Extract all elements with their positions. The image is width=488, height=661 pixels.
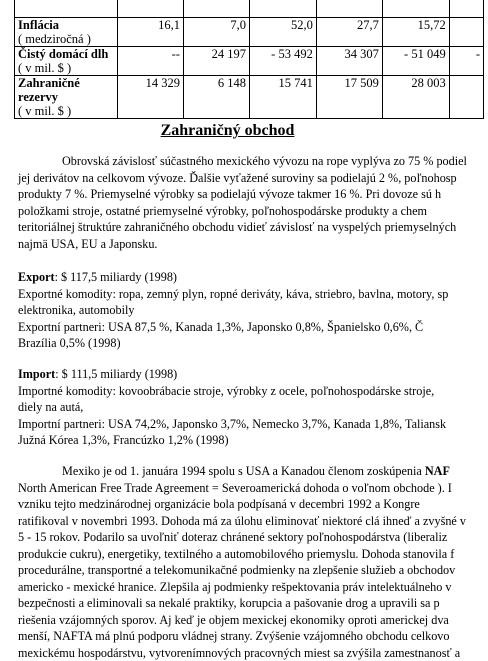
paragraph-line: americko - mexické hranice. Zlepšila aj podmienky rešpektovania práv intelektuálneho v <box>18 579 488 596</box>
row-label: Zahraničné rezervy <box>18 76 114 104</box>
value-cell: - <box>449 47 483 76</box>
value-cell: - 53 492 <box>250 47 317 76</box>
nafta-paragraph <box>18 463 488 661</box>
value-cell: 16,1 <box>117 18 183 47</box>
row-label-cell <box>15 76 118 119</box>
import-line: Importné komodity: kovoobrábacie stroje, výrobky z ocele, poľnohospodárske stroje, <box>18 383 488 400</box>
value-cell: 34 307 <box>316 47 382 76</box>
value-cell <box>449 0 483 18</box>
value-cell: 15 741 <box>250 76 317 119</box>
value-cell: 6 148 <box>183 76 249 119</box>
section-title: Zahraničný obchod <box>0 122 455 140</box>
value-cell: 17 509 <box>316 76 382 119</box>
paragraph-line: najmä USA, EU a Japonsku. <box>18 236 488 253</box>
value-cell: 27,7 <box>316 18 382 47</box>
value-cell <box>250 0 317 18</box>
paragraph-line: produkty 7 %. Priemyselné výrobky sa podielajú vývoze takmer 16 %. Pri dovoze sú h <box>18 186 488 203</box>
import-block <box>18 366 488 449</box>
row-unit: ( v mil. $ ) <box>18 61 114 75</box>
import-value: : $ 111,5 miliardy (1998) <box>55 367 177 381</box>
paragraph-line: vzniku tejto medzinárodnej organizácie bola podpísaná v decembri 1992 a Kongre <box>18 496 488 513</box>
row-label-cell <box>15 18 118 47</box>
value-cell: 24 197 <box>183 47 249 76</box>
value-cell: 7,0 <box>183 18 249 47</box>
value-cell <box>449 18 483 47</box>
row-label-cell <box>15 47 118 76</box>
table-row <box>15 18 484 47</box>
paragraph-line: bezpečnosti a eliminovali sa nekalé praktiky, korupcia a pašovanie drog a upravili sa p <box>18 595 488 612</box>
row-label-cell <box>15 0 118 18</box>
export-headline <box>18 269 488 286</box>
value-cell: - 51 049 <box>382 47 449 76</box>
paragraph-line: mexickému hospodárstvu, vytvorenímnových pracovných miest sa zvýšila zamestnanosť a <box>18 645 488 661</box>
paragraph-line: procedurálne, transportné a telekomunikačné podmienky na zlepšenie služieb a obchodov <box>18 562 488 579</box>
value-cell: 14 329 <box>117 76 183 119</box>
paragraph-line: 5 - 15 rokov. Podarilo sa uvoľniť doteraz chránené sektory poľnohospodárstva (liberaliz <box>18 529 488 546</box>
paragraph-line: riešenia vzájomných sporov. Aj keď je objem mexickej ekonomiky oproti americkej dva <box>18 612 488 629</box>
import-headline <box>18 366 488 383</box>
nafta-intro-text: Mexiko je od 1. januára 1994 spolu s USA a Kanadou členom zoskúpenia <box>62 464 425 478</box>
paragraph-line: produkcie cukru), energetiky, textilného a automobilového priemyslu. Dohoda stanovila f <box>18 546 488 563</box>
intro-paragraph <box>18 153 488 252</box>
economic-indicators-table <box>14 0 484 119</box>
paragraph-line <box>18 463 488 480</box>
table-row <box>15 47 484 76</box>
paragraph-line: menší, NAFTA má plnú podporu vládnej strany. Zvýšenie vzájomného obchodu celkovo <box>18 628 488 645</box>
export-line: Exportní partneri: USA 87,5 %, Kanada 1,3%, Japonsko 0,8%, Španielsko 0,6%, Č <box>18 319 488 336</box>
import-line: Južná Kórea 1,3%, Francúzko 1,2% (1998) <box>18 432 488 449</box>
value-cell: 15,72 <box>382 18 449 47</box>
table-row <box>15 76 484 119</box>
row-label: Inflácia <box>18 18 114 32</box>
export-block <box>18 269 488 352</box>
paragraph-line: ratifikoval v novembri 1993. Dohoda má za úlohu eliminovať niektoré clá ihneď a zvyšné v <box>18 513 488 530</box>
value-cell: -- <box>117 47 183 76</box>
paragraph-line: teritoriálnej štruktúre zahraničného obchodu vidieť závislosť na vyspelých priemyselných <box>18 219 488 236</box>
value-cell <box>382 0 449 18</box>
value-cell <box>449 76 483 119</box>
export-line: Exportné komodity: ropa, zemný plyn, ropné deriváty, káva, striebro, bavlna, motory, sp <box>18 286 488 303</box>
paragraph-line: North American Free Trade Agreement = Severoamerická dohoda o voľnom obchode ). I <box>18 480 488 497</box>
row-label: Čistý domácí dlh <box>18 47 114 61</box>
export-line: Brazília 0,5% (1998) <box>18 335 488 352</box>
export-value: : $ 117,5 miliardy (1998) <box>55 270 177 284</box>
value-cell <box>117 0 183 18</box>
export-line: elektronika, automobily <box>18 302 488 319</box>
import-line: Importní partneri: USA 74,2%, Japonsko 3,7%, Nemecko 3,7%, Kanada 1,8%, Taliansk <box>18 416 488 433</box>
row-unit: ( v mil. $ ) <box>18 104 114 118</box>
import-line: diely na autá, <box>18 399 488 416</box>
paragraph-line: položkami stroje, ostatné priemyselné výrobky, poľnohospodárske produkty a chem <box>18 203 488 220</box>
import-label: Import <box>18 367 55 381</box>
value-cell <box>316 0 382 18</box>
paragraph-line: Obrovská závislosť súčastného mexického vývozu na rope vyplýva zo 75 % podiel <box>18 153 488 170</box>
value-cell <box>183 0 249 18</box>
value-cell: 28 003 <box>382 76 449 119</box>
row-unit: ( medziročná ) <box>18 32 114 46</box>
value-cell: 52,0 <box>250 18 317 47</box>
nafta-abbreviation: NAF <box>425 464 450 478</box>
export-label: Export <box>18 270 55 284</box>
table-row <box>15 0 484 18</box>
paragraph-line: jej derivátov na celkovom vývoze. Ďalšie vyťažené suroviny sa podielajú 2 %, poľnohosp <box>18 170 488 187</box>
